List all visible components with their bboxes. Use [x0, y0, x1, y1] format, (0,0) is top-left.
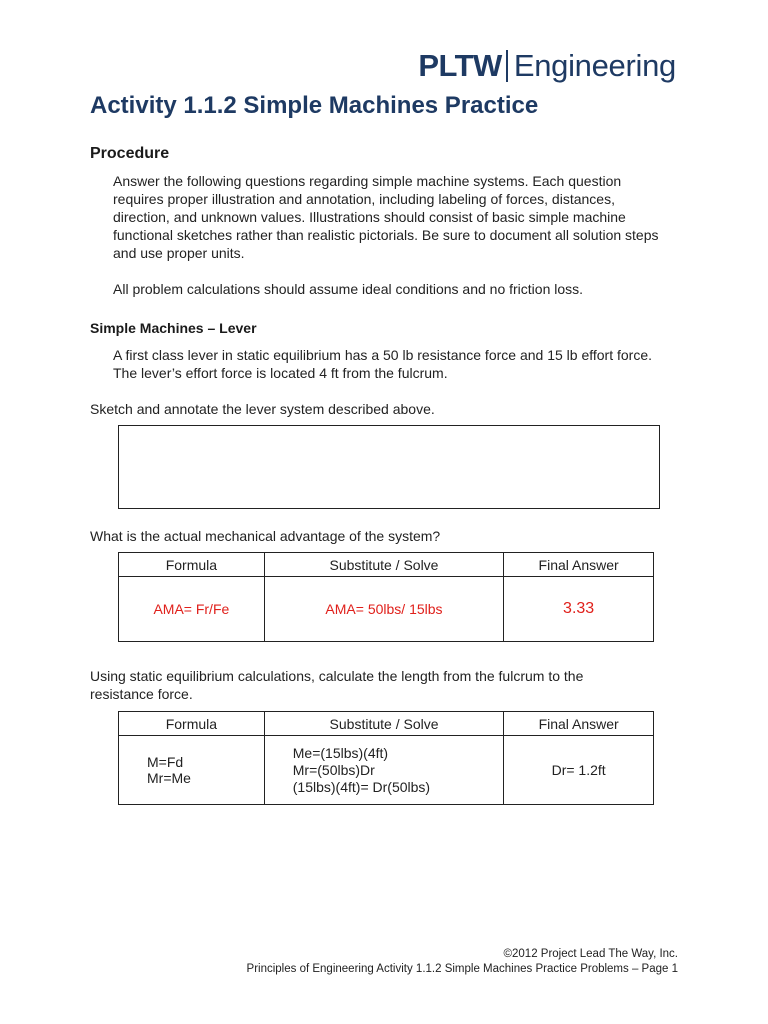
ama-substitute: AMA= 50lbs/ 15lbs: [264, 577, 504, 642]
question-ama: What is the actual mechanical advantage of the system?: [90, 528, 441, 544]
distance-formula: [119, 736, 265, 805]
ama-answer: 3.33: [504, 577, 654, 642]
substitute-line: (15lbs)(4ft)= Dr(50lbs): [292, 778, 431, 795]
table-header-row: [119, 553, 654, 577]
logo-divider: [506, 50, 508, 82]
ama-formula: AMA= Fr/Fe: [119, 577, 265, 642]
logo-brand: PLTW: [418, 48, 502, 83]
pltw-engineering-logo: [418, 46, 676, 86]
header-formula: Formula: [119, 553, 265, 577]
distance-answer: Dr= 1.2ft: [504, 736, 654, 805]
substitute-line: Me=(15lbs)(4ft): [292, 744, 389, 761]
footer-page-info: Principles of Engineering Activity 1.1.2 Simple Machines Practice Problems – Page 1: [246, 963, 678, 975]
ama-table: [118, 552, 654, 642]
distance-substitute: [264, 736, 504, 805]
header-substitute: Substitute / Solve: [264, 712, 504, 736]
formula-line: Mr=Me: [147, 770, 191, 786]
table-row: [119, 736, 654, 805]
sketch-area[interactable]: [118, 425, 660, 509]
lever-description: A first class lever in static equilibrium has a 50 lb resistance force and 15 lb effort force. The lever’s effort force is located 4 ft from the fulcrum.: [113, 347, 652, 381]
header-final-answer: Final Answer: [504, 553, 654, 577]
procedure-heading: Procedure: [90, 145, 170, 162]
procedure-paragraph-2: All problem calculations should assume ideal conditions and no friction loss.: [113, 281, 584, 297]
substitute-line: Mr=(50lbs)Dr: [292, 761, 375, 778]
table-row: [119, 577, 654, 642]
header-substitute: Substitute / Solve: [264, 553, 504, 577]
footer-copyright: ©2012 Project Lead The Way, Inc.: [503, 948, 678, 960]
header-formula: Formula: [119, 712, 265, 736]
formula-line: M=Fd: [147, 754, 184, 770]
logo-suffix: Engineering: [513, 48, 676, 83]
distance-table: [118, 711, 654, 805]
page-title: Activity 1.1.2 Simple Machines Practice: [90, 92, 539, 119]
table-header-row: [119, 712, 654, 736]
sketch-prompt: Sketch and annotate the lever system described above.: [90, 401, 435, 417]
lever-heading: Simple Machines – Lever: [90, 320, 257, 336]
header-final-answer: Final Answer: [504, 712, 654, 736]
procedure-paragraph-1: Answer the following questions regarding simple machine systems. Each question requires proper illustration and annotation, including labeling of forces, distances, direction, and unknown values. Illustrations should consist of basic simple machine functional sketches rather than realistic pictorials. Be sure to document all solution steps and use proper units.: [113, 173, 659, 261]
question-distance: Using static equilibrium calculations, calculate the length from the fulcrum to the resistance force.: [90, 668, 584, 702]
